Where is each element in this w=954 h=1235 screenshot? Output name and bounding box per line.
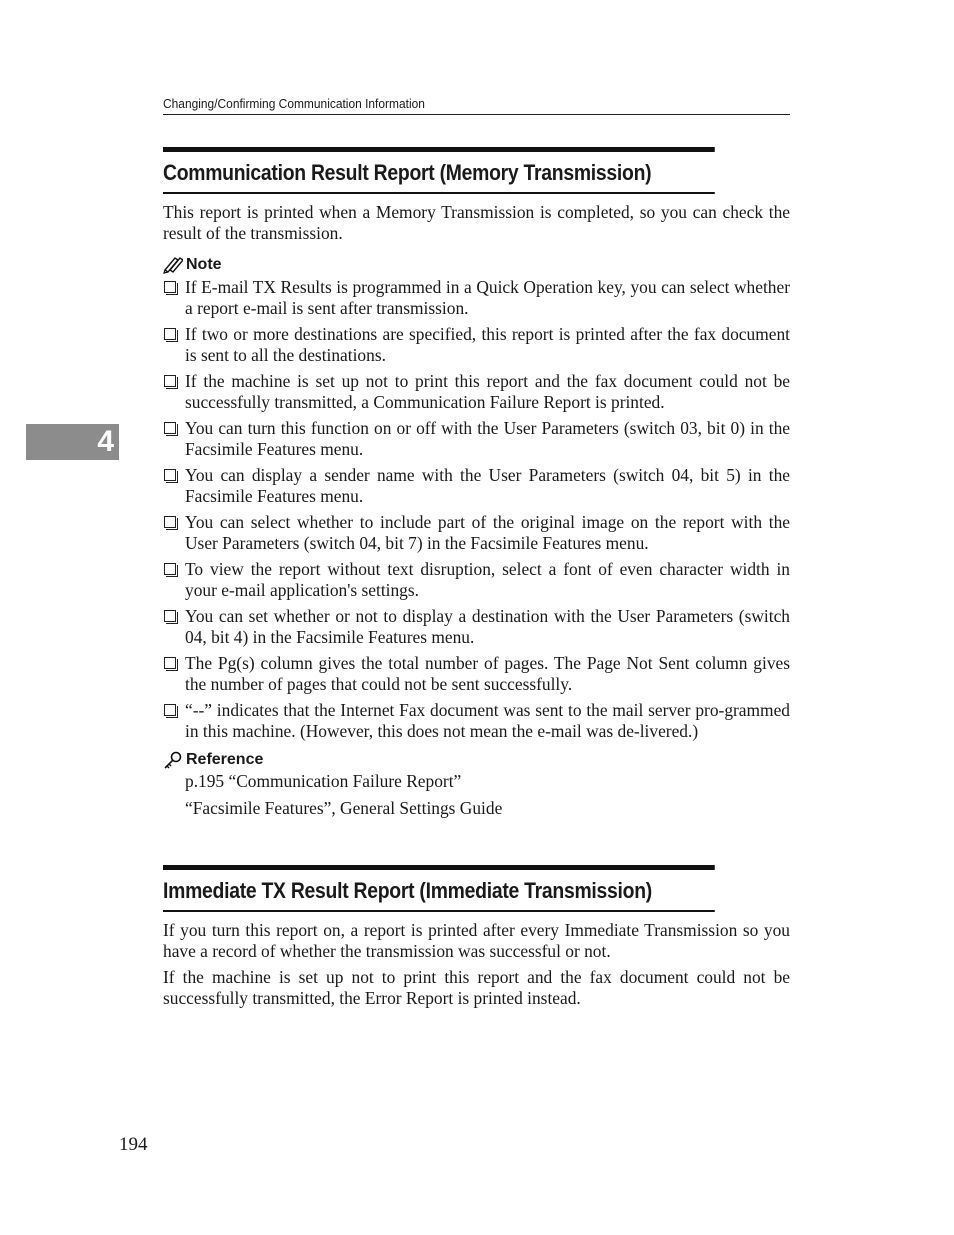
note-item: If E-mail TX Results is programmed in a Quick Operation key, you can select whether a report e-mail is sent after transmission. bbox=[163, 277, 790, 318]
section-title: Communication Result Report (Memory Transmission) bbox=[163, 147, 715, 194]
checkbox-bullet-icon bbox=[164, 610, 176, 622]
reference-label: Reference bbox=[186, 751, 264, 768]
note-item: You can display a sender name with the User Parameters (switch 04, bit 5) in the Facsimile Features menu. bbox=[163, 465, 790, 506]
key-icon bbox=[163, 751, 183, 769]
checkbox-bullet-icon bbox=[164, 516, 176, 528]
checkbox-bullet-icon bbox=[164, 328, 176, 340]
checkbox-bullet-icon bbox=[164, 657, 176, 669]
checkbox-bullet-icon bbox=[164, 281, 176, 293]
section-paragraph: If the machine is set up not to print this report and the fax document could not be successfully transmitted, the Error Report is printed instead. bbox=[163, 967, 790, 1008]
running-header: Changing/Confirming Communication Information bbox=[163, 96, 425, 111]
note-list bbox=[163, 277, 790, 741]
note-heading bbox=[163, 256, 790, 274]
section-immediate-tx-result-report bbox=[163, 865, 790, 1008]
note-item: You can set whether or not to display a destination with the User Parameters (switch 04, bit 4) in the Facsimile Features menu. bbox=[163, 606, 790, 647]
section-title: Immediate TX Result Report (Immediate Transmission) bbox=[163, 865, 715, 912]
note-item: If the machine is set up not to print this report and the fax document could not be successfully transmitted, a Communication Failure Report is printed. bbox=[163, 371, 790, 412]
note-item: You can select whether to include part of the original image on the report with the User Parameters (switch 04, bit 7) in the Facsimile Features menu. bbox=[163, 512, 790, 553]
checkbox-bullet-icon bbox=[164, 422, 176, 434]
section-intro: This report is printed when a Memory Transmission is completed, so you can check the result of the transmission. bbox=[163, 202, 790, 243]
running-header-rule bbox=[163, 114, 790, 115]
section-communication-result-report bbox=[163, 147, 790, 824]
note-item: To view the report without text disruption, select a font of even character width in your e-mail application's settings. bbox=[163, 559, 790, 600]
note-item: If two or more destinations are specified, this report is printed after the fax document is sent to all the destinations. bbox=[163, 324, 790, 365]
note-item: “--” indicates that the Internet Fax document was sent to the mail server pro-grammed in this machine. (However, this does not mean the e-mail was de-livered.) bbox=[163, 700, 790, 741]
checkbox-bullet-icon bbox=[164, 563, 176, 575]
note-item: You can turn this function on or off with the User Parameters (switch 03, bit 0) in the Facsimile Features menu. bbox=[163, 418, 790, 459]
reference-link[interactable]: p.195 “Communication Failure Report” bbox=[185, 771, 462, 791]
pencil-icon bbox=[163, 256, 183, 274]
reference-list bbox=[163, 771, 790, 818]
checkbox-bullet-icon bbox=[164, 704, 176, 716]
note-item: The Pg(s) column gives the total number of pages. The Page Not Sent column gives the number of pages that could not be sent successfully. bbox=[163, 653, 790, 694]
page-number: 194 bbox=[119, 1134, 148, 1155]
reference-heading bbox=[163, 751, 790, 769]
reference-link[interactable]: “Facsimile Features”, General Settings Guide bbox=[185, 797, 503, 818]
section-paragraph: If you turn this report on, a report is printed after every Immediate Transmission so you have a record of whether the transmission was successful or not. bbox=[163, 920, 790, 961]
checkbox-bullet-icon bbox=[164, 469, 176, 481]
checkbox-bullet-icon bbox=[164, 375, 176, 387]
note-label: Note bbox=[186, 256, 222, 273]
chapter-tab: 4 bbox=[26, 424, 119, 460]
